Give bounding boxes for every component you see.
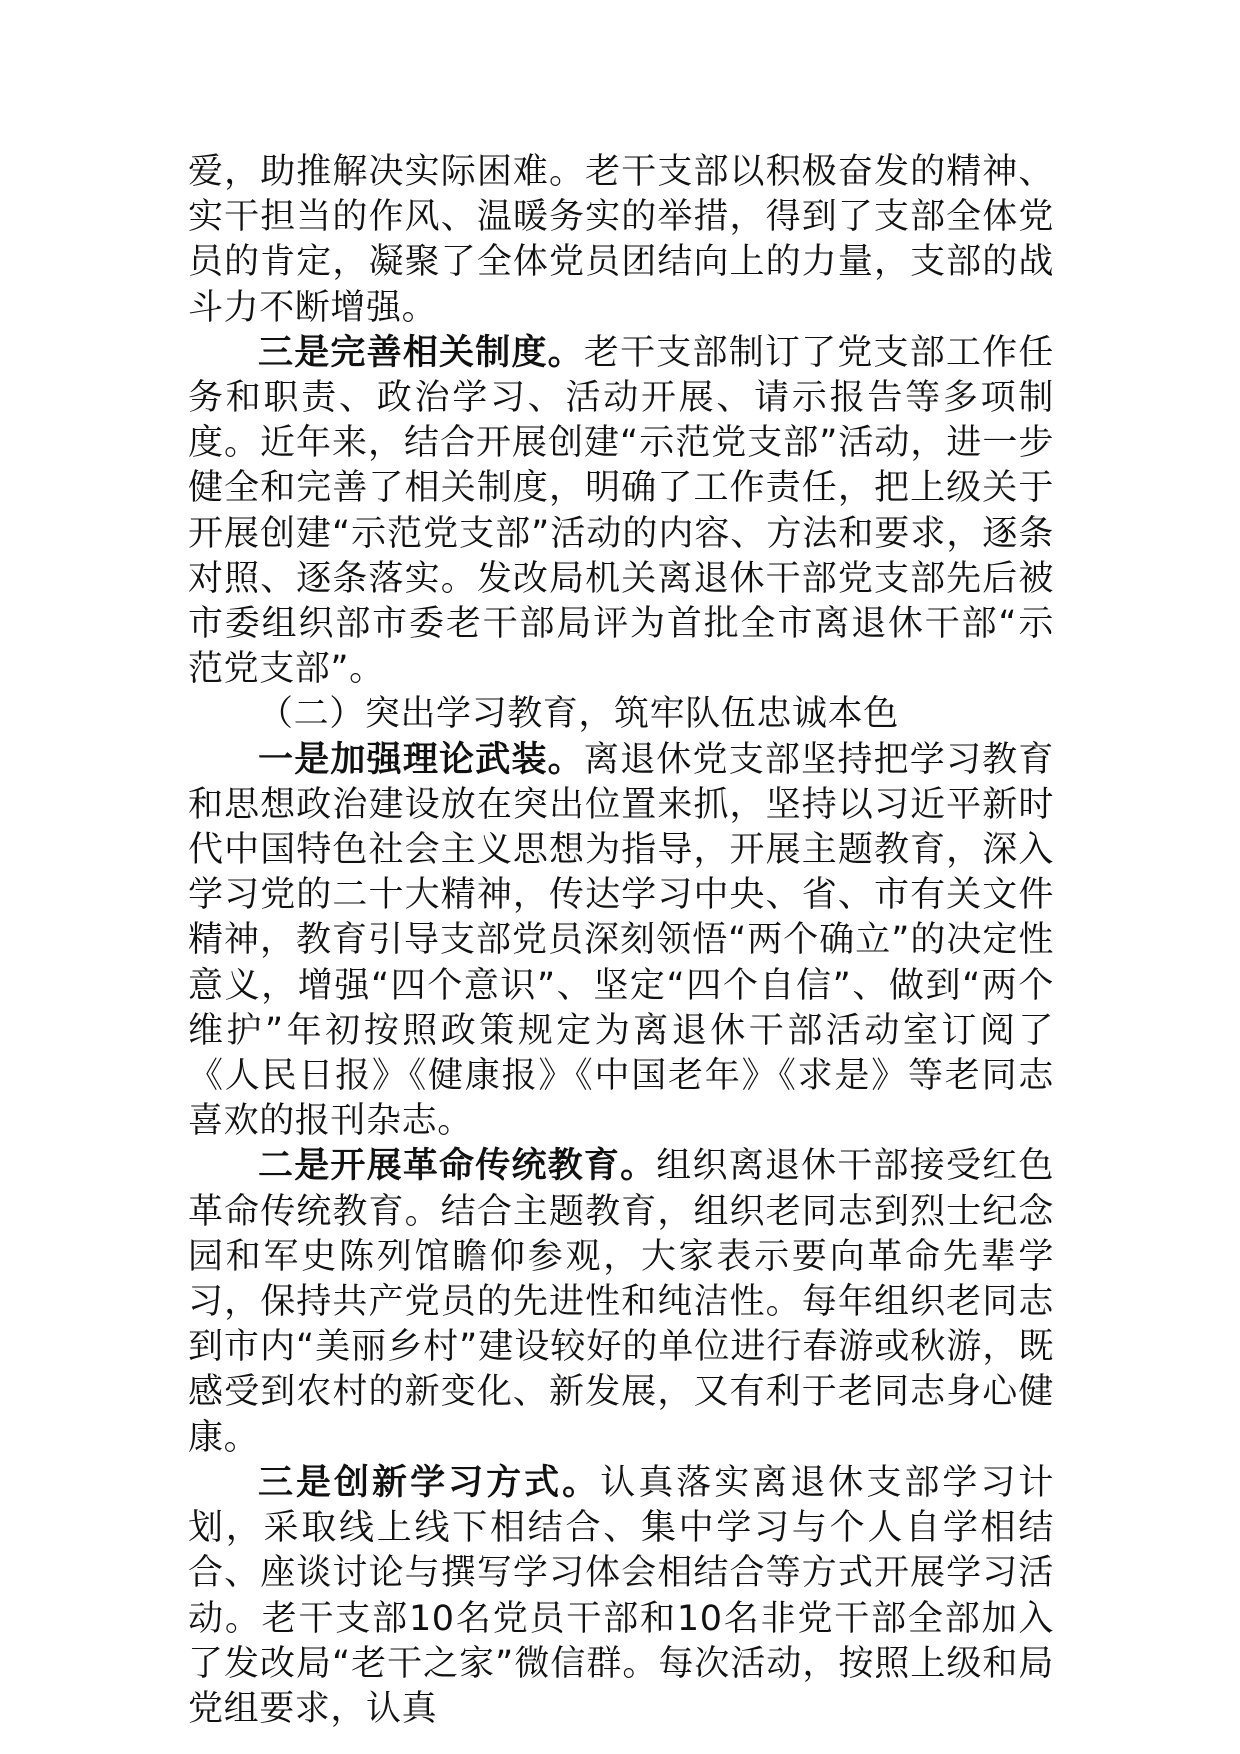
section-heading-text: （二）突出学习教育，筑牢队伍忠诚本色 (258, 694, 899, 735)
paragraph-theory (188, 738, 1054, 1145)
paragraph-lead: 一是加强理论武装。 (258, 739, 584, 780)
paragraph-continuation (188, 150, 1054, 331)
paragraph-learning-methods (188, 1461, 1054, 1732)
paragraph-text: 离退休党支部坚持把学习教育和思想政治建设放在突出位置来抓，坚持以习近平新时代中国特色社会主义思想为指导，开展主题教育，深入学习党的二十大精神，传达学习中央、省、市有关文件精神，教育引导支部党员深刻领悟“两个确立”的决定性意义，增强“四个意识”、坚定“四个自信”、做到“两个维护”年初按照政策规定为离退休干部活动室订阅了《人民日报》《健康报》《中国老年》《求是》等老同志喜欢的报刊杂志。 (188, 739, 1054, 1142)
paragraph-text: 老干支部制订了党支部工作任务和职责、政治学习、活动开展、请示报告等多项制度。近年来，结合开展创建“示范党支部”活动，进一步健全和完善了相关制度，明确了工作责任，把上级关于开展创建“示范党支部”活动的内容、方法和要求，逐条对照、逐条落实。发改局机关离退休干部党支部先后被市委组织部市委老干部局评为首批全市离退休干部“示范党支部”。 (188, 332, 1054, 690)
paragraph-improve-systems (188, 331, 1054, 693)
paragraph-text: 认真落实离退休支部学习计划，采取线上线下相结合、集中学习与个人自学相结合、座谈讨论与撰写学习体会相结合等方式开展学习活动。老干支部10名党员干部和10名非党干部全部加入了发改局“老干之家”微信群。每次活动，按照上级和局党组要求，认真 (188, 1462, 1055, 1729)
document-page (188, 150, 1054, 1732)
paragraph-text: 组织离退休干部接受红色革命传统教育。结合主题教育，组织老同志到烈士纪念园和军史陈列馆瞻仰参观，大家表示要向革命先辈学习，保持共产党员的先进性和纯洁性。每年组织老同志到市内“美丽乡村”建设较好的单位进行春游或秋游，既感受到农村的新变化、新发展，又有利于老同志身心健康。 (188, 1146, 1054, 1458)
paragraph-revolution-education (188, 1144, 1054, 1460)
paragraph-lead: 三是创新学习方式。 (258, 1462, 601, 1503)
paragraph-lead: 二是开展革命传统教育。 (258, 1146, 657, 1187)
section-heading (188, 692, 1054, 737)
paragraph-lead: 三是完善相关制度。 (258, 332, 584, 373)
paragraph-text: 爱，助推解决实际困难。老干支部以积极奋发的精神、实干担当的作风、温暖务实的举措，得到了支部全体党员的肯定，凝聚了全体党员团结向上的力量，支部的战斗力不断增强。 (188, 152, 1054, 328)
